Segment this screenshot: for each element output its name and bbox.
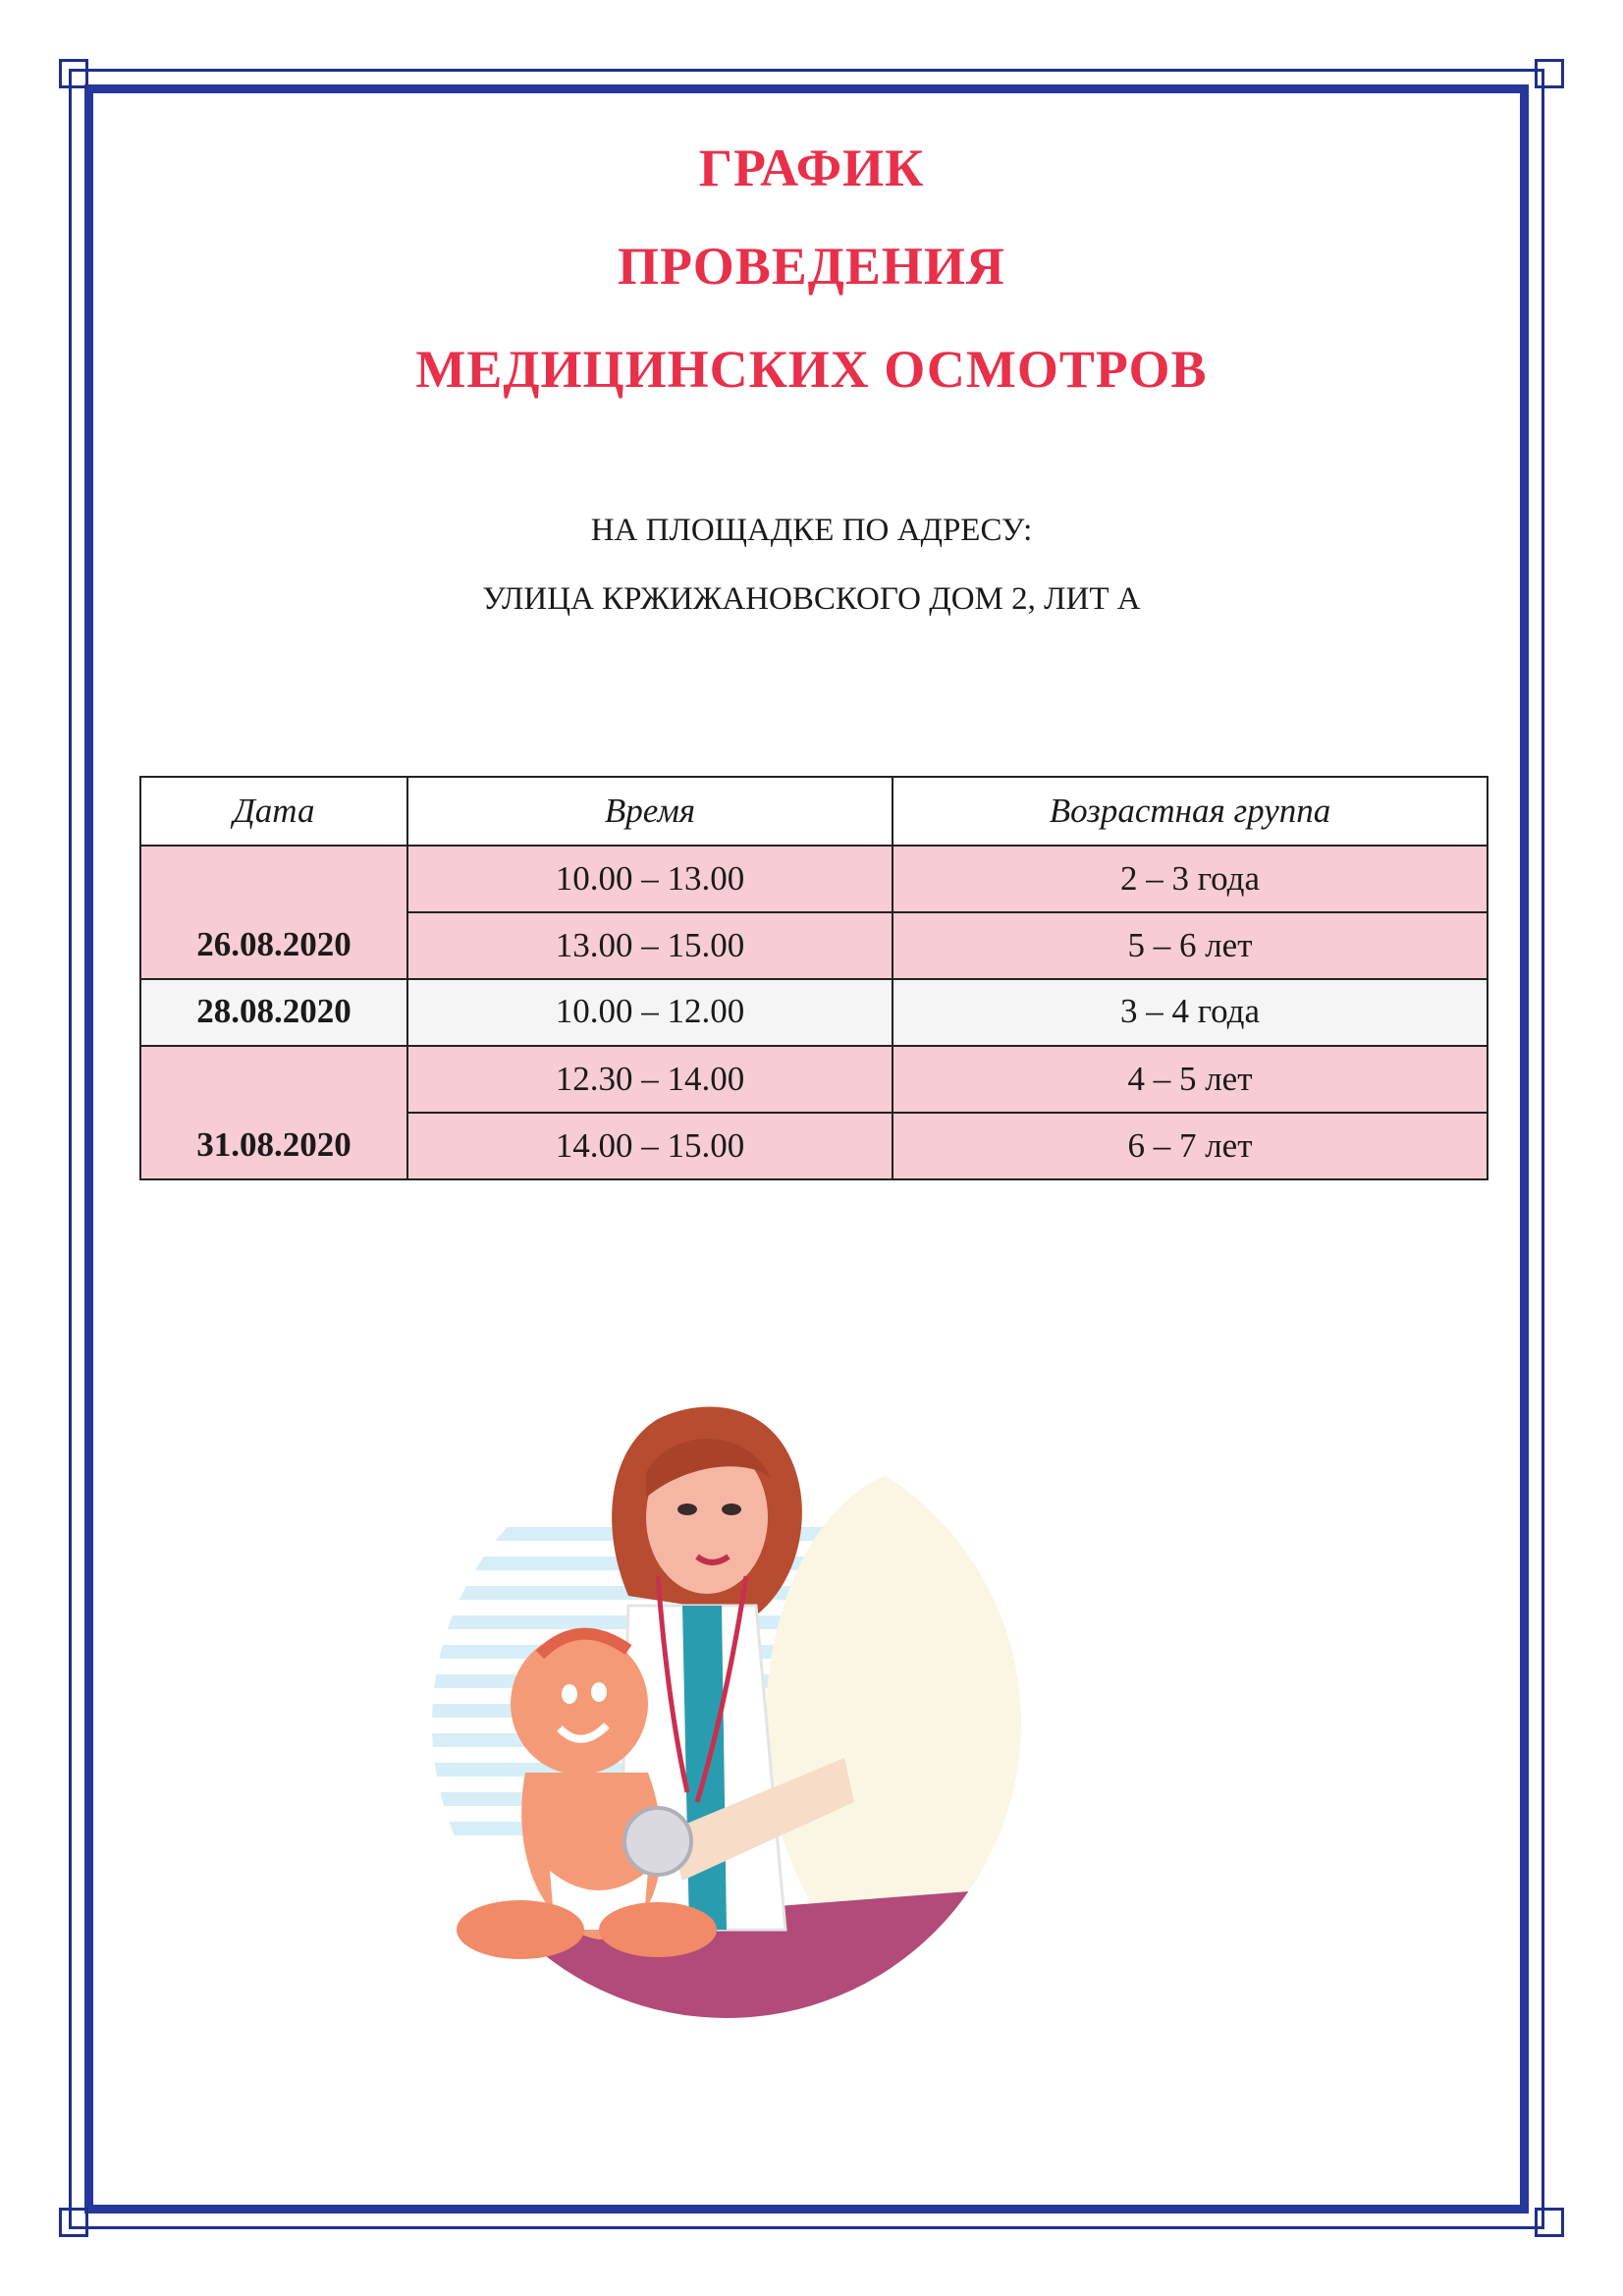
- schedule-table: [139, 776, 1488, 1180]
- date-cell: 28.08.2020: [140, 979, 407, 1046]
- title-line-2: ПРОВЕДЕНИЯ: [618, 237, 1005, 296]
- table-row: [140, 846, 1488, 912]
- border-corner: [59, 59, 88, 88]
- time-cell: 13.00 – 15.00: [407, 912, 893, 979]
- address-value: УЛИЦА КРЖИЖАНОВСКОГО ДОМ 2, ЛИТ А: [482, 581, 1141, 617]
- time-cell: 12.30 – 14.00: [407, 1046, 893, 1113]
- date-cell: 31.08.2020: [140, 1046, 407, 1179]
- border-corner: [1535, 59, 1564, 88]
- header-age-group: Возрастная группа: [893, 777, 1488, 846]
- time-cell: 10.00 – 12.00: [407, 979, 893, 1046]
- table-header-row: [140, 777, 1488, 846]
- time-cell: 14.00 – 15.00: [407, 1113, 893, 1179]
- header-date: Дата: [140, 777, 407, 846]
- age-cell: 5 – 6 лет: [893, 912, 1488, 979]
- address-label: НА ПЛОЩАДКЕ ПО АДРЕСУ:: [590, 513, 1033, 548]
- age-cell: 3 – 4 года: [893, 979, 1488, 1046]
- title-line-1: ГРАФИК: [698, 138, 925, 197]
- border-corner: [59, 2208, 88, 2237]
- time-cell: 10.00 – 13.00: [407, 846, 893, 912]
- doctor-examining-baby-icon: [432, 1380, 1060, 2048]
- border-corner: [1535, 2208, 1564, 2237]
- date-cell: 26.08.2020: [140, 846, 407, 979]
- age-cell: 4 – 5 лет: [893, 1046, 1488, 1113]
- age-cell: 2 – 3 года: [893, 846, 1488, 912]
- header-time: Время: [407, 777, 893, 846]
- age-cell: 6 – 7 лет: [893, 1113, 1488, 1179]
- table-row: [140, 1046, 1488, 1113]
- title-line-3: МЕДИЦИНСКИХ ОСМОТРОВ: [415, 340, 1208, 399]
- table-row: [140, 979, 1488, 1046]
